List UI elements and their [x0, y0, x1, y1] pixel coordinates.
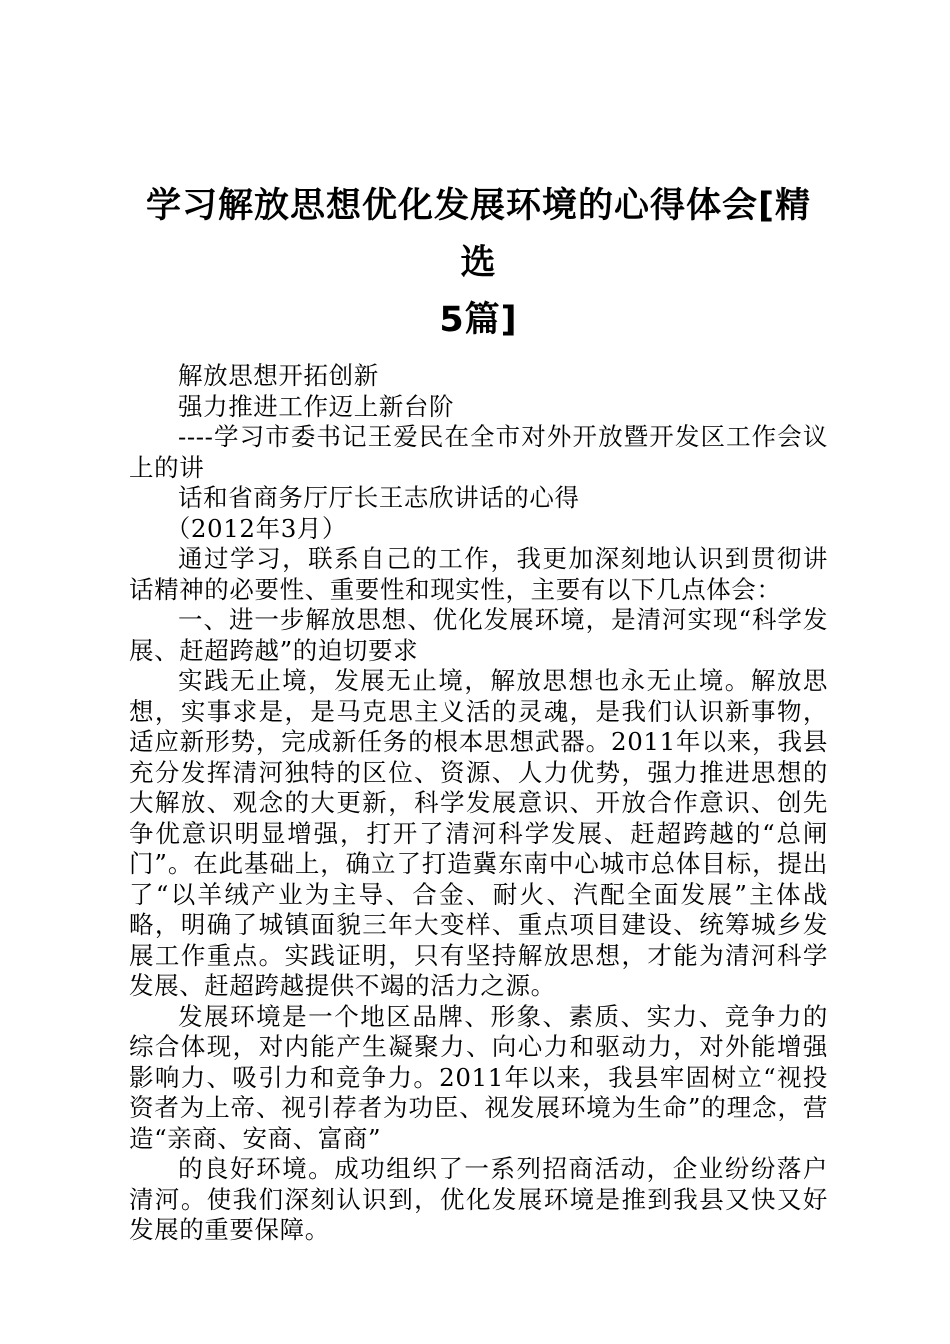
- body-paragraph: 实践无止境，发展无止境，解放思想也永无止境。解放思想，实事求是，是马克思主义活的灵魂，是我们认识新事物，适应新形势，完成新任务的根本思想武器。2011年以来，我县充分发挥清河独特的区位、资源、人力优势，强力推进思想的大解放、观念的大更新，科学发展意识、开放合作意识、创先争优意识明显增强，打开了清河科学发展、赶超跨越的“总闸门”。在此基础上，确立了打造冀东南中心城市总体目标，提出了“以羊绒产业为主导、合金、耐火、汽配全面发展”主体战略，明确了城镇面貌三年大变样、重点项目建设、统筹城乡发展工作重点。实践证明，只有坚持解放思想，才能为清河科学发展、赶超跨越提供不竭的活力之源。: [129, 666, 828, 1000]
- document-body: [129, 361, 828, 1246]
- body-paragraph: 的良好环境。成功组织了一系列招商活动，企业纷纷落户清河。使我们深刻认识到，优化发展环境是推到我县又快又好发展的重要保障。: [129, 1154, 828, 1244]
- title-line-1: 学习解放思想优化发展环境的心得体会[精选: [146, 186, 811, 283]
- subtitle-2: 强力推进工作迈上新台阶: [178, 391, 455, 421]
- date-line: （2012年3月）: [165, 513, 348, 543]
- subtitle-4: 话和省商务厅厅长王志欣讲话的心得: [178, 483, 580, 512]
- body-paragraph: 通过学习，联系自己的工作，我更加深刻地认识到贯彻讲话精神的必要性、重要性和现实性，主要有以下几点体会：: [129, 544, 828, 604]
- section-heading-1: 一、进一步解放思想、优化发展环境，是清河实现“科学发展、赶超跨越”的迫切要求: [129, 605, 828, 665]
- title-line-2: 5篇]: [439, 300, 518, 340]
- subtitle-1: 解放思想开拓创新: [178, 361, 379, 390]
- subtitle-3: ----学习市委书记王爱民在全市对外开放暨开发区工作会议上的讲: [129, 422, 828, 482]
- body-paragraph: 发展环境是一个地区品牌、形象、素质、实力、竞争力的综合体现，对内能产生凝聚力、向心力和驱动力，对外能增强影响力、吸引力和竞争力。2011年以来，我县牢固树立“视投资者为上帝、视引荐者为功臣、视发展环境为生命”的理念，营造“亲商、安商、富商”: [129, 1001, 828, 1153]
- document-title: [129, 178, 828, 349]
